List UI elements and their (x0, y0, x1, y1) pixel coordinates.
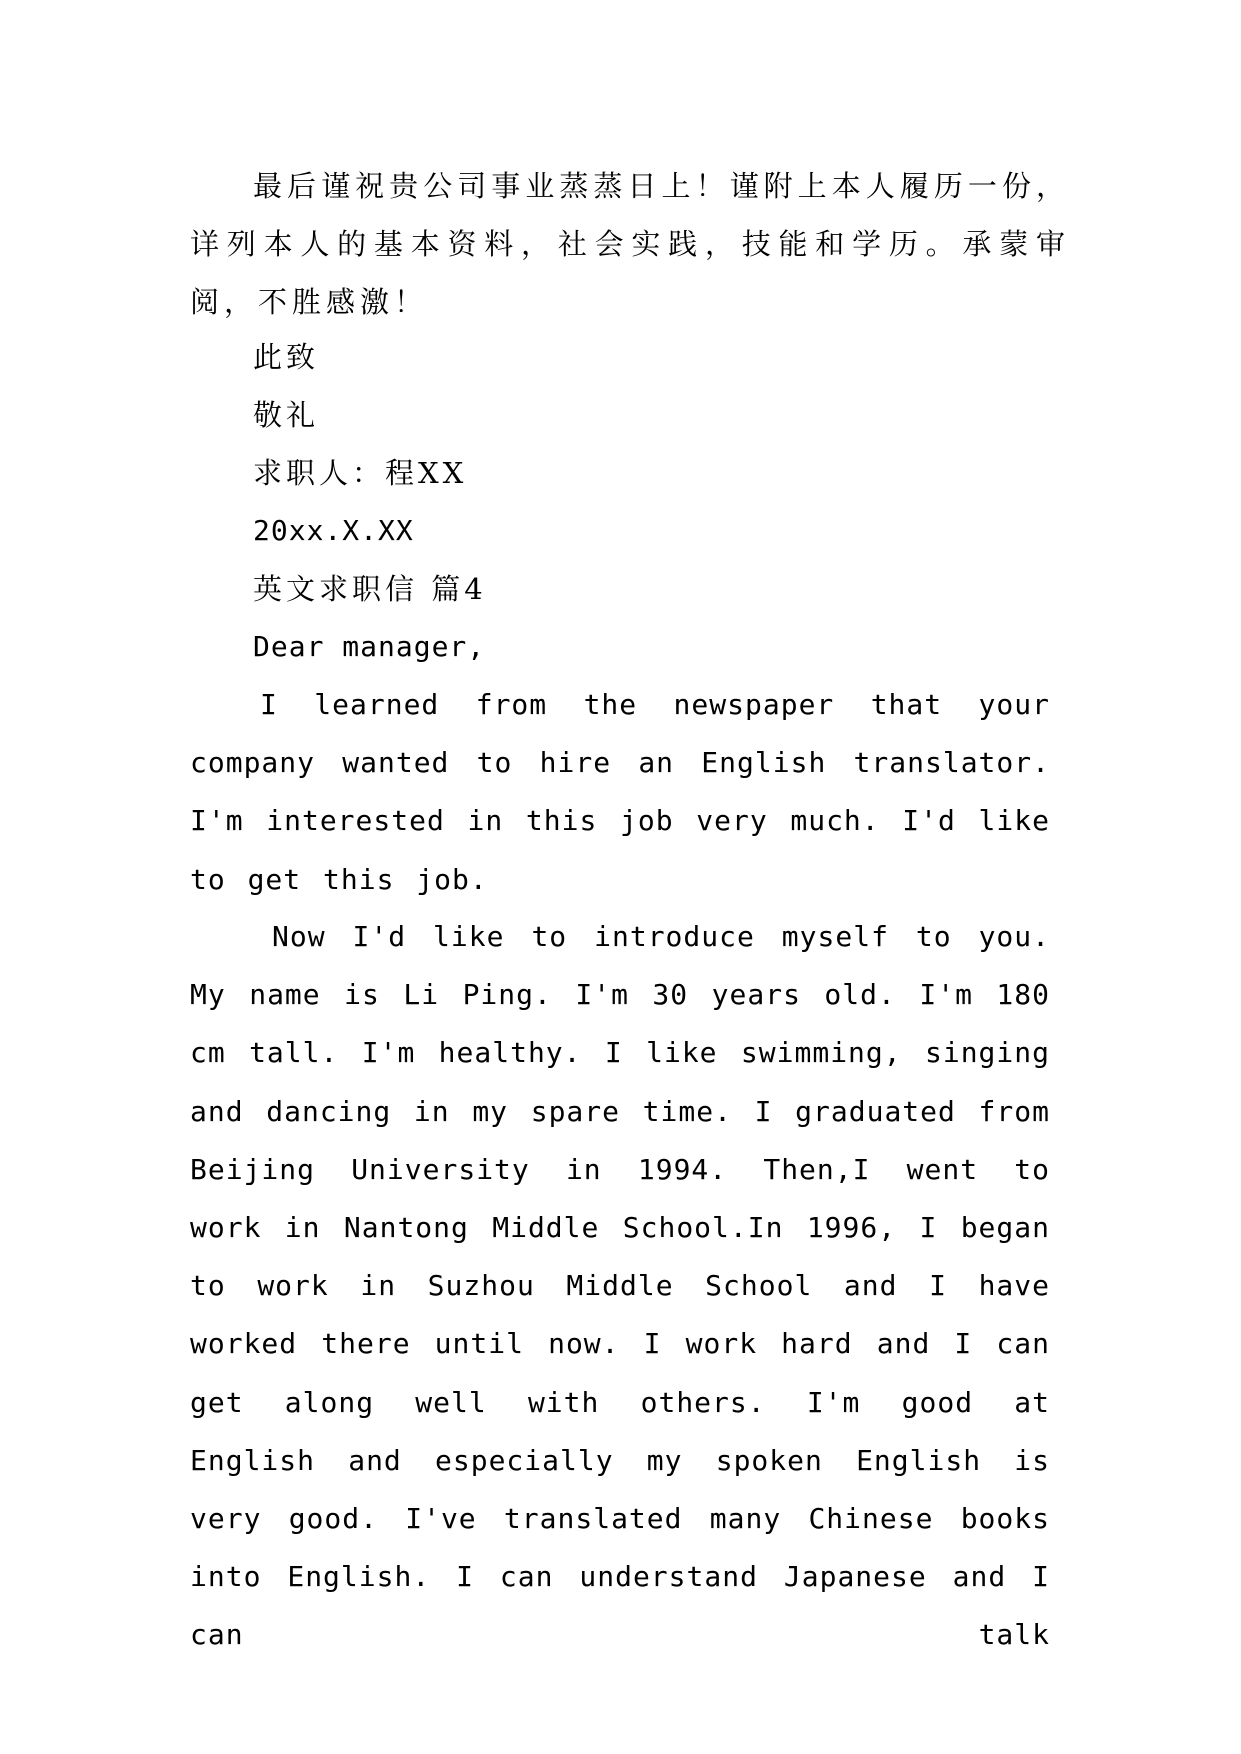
letter-date: 20xx.X.XX (253, 514, 414, 547)
paragraph-1: I learned from the newspaper that your company wanted to hire an English translator. I'm interested in this job very much. I'd like to get this job. (190, 688, 1050, 896)
salutation-jing-li: 敬礼 (253, 398, 320, 432)
section-title: 英文求职信 篇4 (253, 572, 487, 606)
salutation-ci-zhi: 此致 (253, 340, 320, 374)
letter-greeting: Dear manager, (253, 630, 486, 663)
paragraph-2: Now I'd like to introduce myself to you. My name is Li Ping. I'm 30 years old. I'm 180 cm tall. I'm healthy. I like swimming, singing and dancing in my spare time. I graduated from Beijing University in 1994. Then,I went to work in Nantong Middle School.In 1996, I began to work in Suzhou Middle School and I have worked there until now. I work hard and I can get along well with others. I'm good at English and especially my spoken English is very good. I've translated many Chinese books into English. I can understand Japanese and I can talk (190, 920, 1050, 1652)
closing-paragraph: 最后谨祝贵公司事业蒸蒸日上！谨附上本人履历一份，详列本人的基本资料，社会实践，技能和学历。承蒙审阅，不胜感激！ (190, 169, 1070, 319)
applicant-signature: 求职人：程XX (253, 456, 468, 490)
